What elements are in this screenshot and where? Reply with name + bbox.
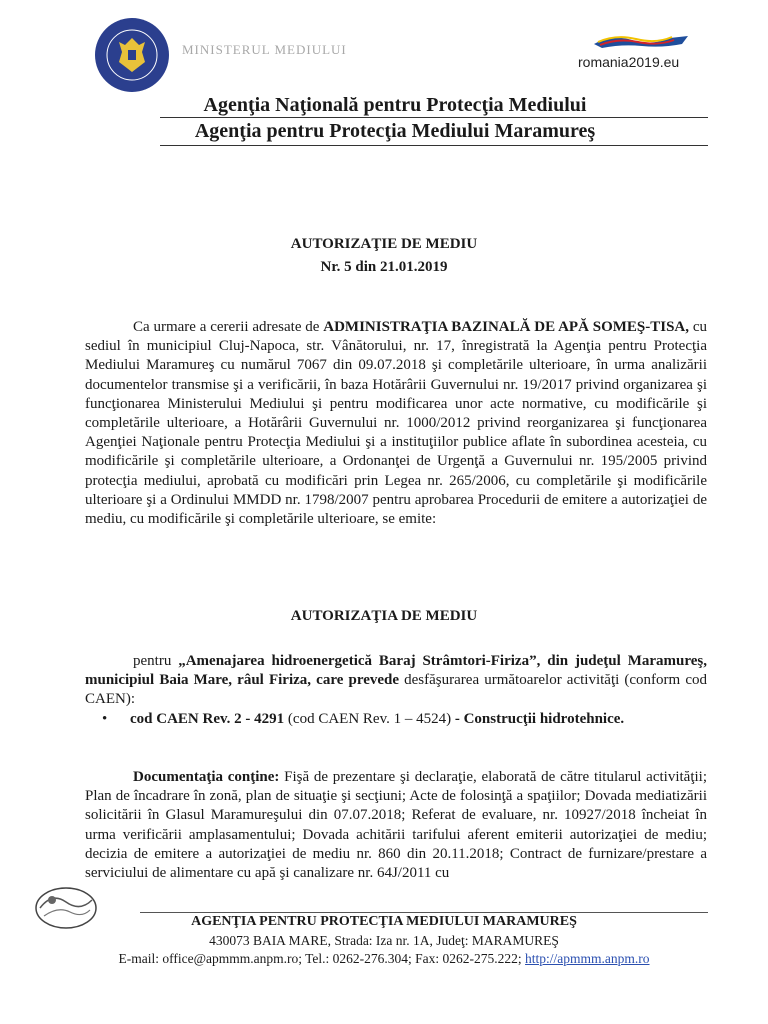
intro-body: cu sediul în municipiul Cluj-Napoca, str. Vânătorului, nr. 17, înregistrată la Agenţia pentru Protecţia Mediului Maramureş cu numărul 7067 din 09.07.2018 şi completările ulterioare, în urma analizării documentelor transmise şi a verificării, în baza Hotărârii Guvernului nr. 19/2017 privind organizarea şi funcţionarea Ministerului Mediului şi pentru modificarea unor acte normative, cu modificările şi completările ulterioare, a Hotărârii Guvernului nr. 1000/2012 privind reorganizarea şi funcţionarea Agenţiei Naţionale pentru Protecţia Mediului şi a instituţiilor publice aflate în subordinea acesteia, cu modificările şi completările ulterioare, a Ordonanţei de Urgenţă a Guvernului nr. 195/2005 privind protecţia mediului, aprobată cu modificări prin Legea nr. 265/2006, cu completările şi modificările ulterioare şi a Ordinului MMDD nr. 1798/2007 pentru aprobarea Procedurii de emitere a autorizaţiei de mediu, cu modificările şi completările ulterioare, se emite: (85, 319, 707, 528)
caen-old-code: (cod CAEN Rev. 1 – 4524) (284, 711, 455, 727)
project-name: „Amenajarea hidroenergetică Baraj Strâmtori-Firiza”, din judeţul Maramureş, municipiul Baia Mare, râul Firiza, care prevede (85, 653, 707, 689)
documentation-body: Fişă de prezentare şi declaraţie, elaborată de către titularul activităţii; Plan de încadrare în zonă, plan de situaţie şi secţiuni; Acte de folosinţă a spaţiilor; Dovada mediatizării solicitării în Glasul Maramureşului din 07.07.2018; Referat de evaluare, nr. 10927/2018 încheiat în urma verificării amplasamentului; Dovada achitării tarifului aferent emiterii autorizaţiei de mediu; decizia de emitere a autorizaţiei de mediu nr. 860 din 20.11.2018; Contract de furnizare/prestare a serviciului de alimentare cu apă şi canalizare nr. 64J/2011 cu (85, 769, 707, 882)
section-title: AUTORIZAŢIA DE MEDIU (290, 608, 478, 624)
caen-activity: - Construcţii hidrotehnice. (454, 711, 625, 727)
caen-list-item (102, 710, 720, 730)
header-divider-bottom (160, 145, 708, 146)
footer-contact-text: E-mail: office@apmmm.anpm.ro; Tel.: 0262-276.304; Fax: 0262-275.222; (118, 951, 526, 966)
project-rest: desfăşurarea următoarelor activităţi (conform cod CAEN): (85, 672, 707, 708)
documentation-label: Documentaţia conţine: (133, 769, 280, 785)
coat-of-arms-icon (95, 18, 169, 92)
documentation-paragraph (85, 768, 707, 883)
footer-contact (0, 951, 768, 967)
romania2019-logo (578, 30, 698, 78)
caen-code: cod CAEN Rev. 2 - 4291 (130, 711, 285, 727)
intro-lead: Ca urmare a cererii adresate de (133, 319, 324, 335)
intro-paragraph (85, 318, 707, 529)
applicant-name: ADMINISTRAŢIA BAZINALĂ DE APĂ SOMEŞ-TISA, (323, 319, 690, 335)
government-emblem (95, 18, 169, 92)
footer-divider (140, 912, 708, 913)
romania2019-text: romania2019.eu (578, 54, 680, 70)
header-divider-top (160, 117, 708, 118)
agency-local-title: Agenţia pentru Protecţia Mediului Maramureş (194, 120, 596, 142)
bullet-dot: • (102, 711, 108, 727)
project-lead: pentru (133, 653, 179, 669)
ministry-name: MINISTERUL MEDIULUI (182, 42, 347, 57)
footer-website-link[interactable]: http://apmmm.anpm.ro (525, 951, 650, 966)
footer-agency: AGENŢIA PENTRU PROTECŢIA MEDIULUI MARAMUREŞ (191, 914, 577, 929)
agency-national-title: Agenţia Naţională pentru Protecţia Mediului (203, 94, 587, 116)
document-title: AUTORIZAŢIE DE MEDIU (290, 236, 478, 252)
flag-wave-icon (592, 30, 692, 52)
project-paragraph (85, 652, 707, 710)
document-number: Nr. 5 din 21.01.2019 (320, 259, 448, 275)
footer-address: 430073 BAIA MARE, Strada: Iza nr. 1A, Judeţ: MARAMUREŞ (209, 933, 559, 948)
